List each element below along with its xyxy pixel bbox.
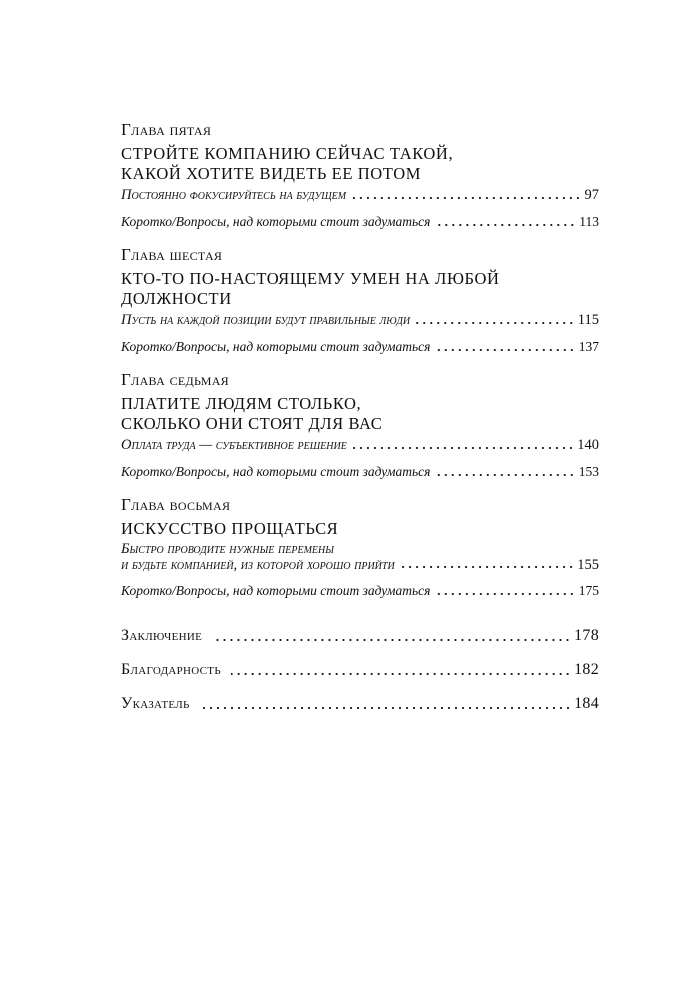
chapter-5 bbox=[121, 120, 599, 231]
toc-entry-index[interactable] bbox=[121, 694, 599, 714]
dot-leader bbox=[434, 217, 576, 227]
toc-entry-summary[interactable] bbox=[121, 338, 599, 356]
chapter-7 bbox=[121, 370, 599, 481]
entry-label: Постоянно фокусируйтесь на будущем bbox=[121, 187, 347, 203]
dot-leader bbox=[200, 700, 572, 710]
page-number: 113 bbox=[579, 214, 599, 229]
entry-label: Коротко/Вопросы, над которыми стоит задуматься bbox=[121, 339, 431, 354]
entry-label: Заключение bbox=[121, 627, 203, 644]
chapter-title-line: СКОЛЬКО ОНИ СТОЯТ ДЛЯ ВАС bbox=[121, 414, 383, 433]
page-number: 115 bbox=[577, 312, 599, 328]
entry-label: Коротко/Вопросы, над которыми стоит задуматься bbox=[121, 583, 431, 598]
entry-label: Коротко/Вопросы, над которыми стоит задуматься bbox=[121, 214, 431, 229]
chapter-8 bbox=[121, 495, 599, 600]
page-number: 178 bbox=[574, 627, 599, 644]
dot-leader bbox=[231, 666, 571, 676]
toc-entry-main[interactable] bbox=[121, 436, 599, 454]
toc-entry-main[interactable] bbox=[121, 186, 599, 204]
toc-entry-summary[interactable] bbox=[121, 582, 599, 600]
entry-label: Благодарность bbox=[121, 661, 221, 678]
page-number: 137 bbox=[578, 339, 599, 354]
entry-label: Оплата труда — субъективное решение bbox=[121, 437, 347, 453]
page-number: 184 bbox=[574, 695, 599, 712]
entry-label-row bbox=[121, 557, 599, 573]
toc-entry-acknowledgements[interactable] bbox=[121, 660, 599, 680]
chapter-6 bbox=[121, 245, 599, 356]
toc-entry-conclusion[interactable] bbox=[121, 626, 599, 646]
chapter-title bbox=[121, 144, 599, 184]
entry-label-line: Быстро проводите нужные перемены bbox=[121, 541, 334, 557]
dot-leader bbox=[434, 342, 575, 352]
chapter-title bbox=[121, 519, 599, 539]
entry-label: Указатель bbox=[121, 695, 190, 712]
toc-entry-main[interactable] bbox=[121, 311, 599, 329]
chapter-title-line: ИСКУССТВО ПРОЩАТЬСЯ bbox=[121, 519, 339, 538]
table-of-contents bbox=[121, 120, 599, 728]
dot-leader bbox=[416, 315, 575, 325]
chapter-title-line: СТРОЙТЕ КОМПАНИЮ СЕЙЧАС ТАКОЙ, bbox=[121, 144, 454, 163]
chapter-title-line: ДОЛЖНОСТИ bbox=[121, 289, 232, 308]
chapter-label: Глава шестая bbox=[121, 245, 223, 264]
chapter-label: Глава седьмая bbox=[121, 370, 229, 389]
chapter-title bbox=[121, 269, 599, 309]
dot-leader bbox=[434, 467, 575, 477]
toc-entry-summary[interactable] bbox=[121, 213, 599, 231]
entry-label-line: и будьте компанией, из которой хорошо прийти bbox=[121, 557, 395, 573]
toc-entry-summary[interactable] bbox=[121, 463, 599, 481]
toc-entry-main[interactable] bbox=[121, 541, 599, 573]
chapter-title bbox=[121, 394, 599, 434]
chapter-title-line: ПЛАТИТЕ ЛЮДЯМ СТОЛЬКО, bbox=[121, 394, 362, 413]
chapter-title-line: КАКОЙ ХОТИТЕ ВИДЕТЬ ЕЕ ПОТОМ bbox=[121, 164, 422, 183]
dot-leader bbox=[352, 190, 581, 200]
page-number: 182 bbox=[574, 661, 599, 678]
dot-leader bbox=[212, 632, 571, 642]
page-number: 140 bbox=[577, 437, 599, 453]
page-number: 155 bbox=[577, 557, 599, 573]
entry-label: Коротко/Вопросы, над которыми стоит задуматься bbox=[121, 464, 431, 479]
chapter-label: Глава восьмая bbox=[121, 495, 231, 514]
dot-leader bbox=[353, 440, 574, 450]
page-number: 153 bbox=[578, 464, 599, 479]
dot-leader bbox=[401, 559, 575, 569]
entry-label: Пусть на каждой позиции будут правильные люди bbox=[121, 312, 411, 328]
page-number: 175 bbox=[578, 583, 599, 598]
chapter-label: Глава пятая bbox=[121, 120, 212, 139]
back-matter bbox=[121, 626, 599, 714]
page-number: 97 bbox=[584, 187, 599, 203]
chapter-title-line: КТО-ТО ПО-НАСТОЯЩЕМУ УМЕН НА ЛЮБОЙ bbox=[121, 269, 500, 288]
dot-leader bbox=[434, 586, 575, 596]
